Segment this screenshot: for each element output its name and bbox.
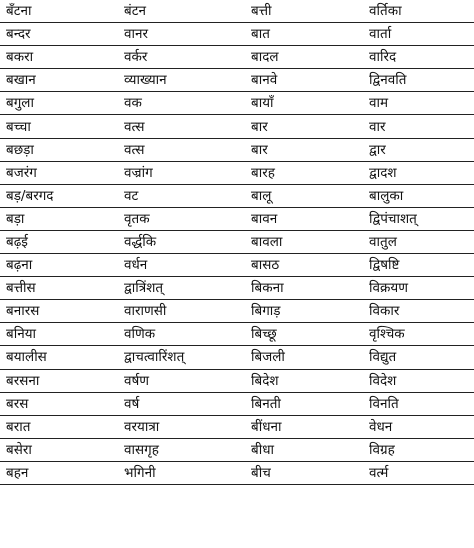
table-row (0, 207, 474, 230)
tatsam-word-cell: वणिक (118, 323, 245, 346)
tadbhav-word-cell: बजरंग (0, 161, 118, 184)
table-row (0, 369, 474, 392)
tadbhav-word-cell: बहन (0, 461, 118, 484)
tatsam-word-cell: वत्स (118, 115, 245, 138)
tadbhav-word-cell: बालू (245, 184, 363, 207)
tadbhav-word-cell: बच्चा (0, 115, 118, 138)
tadbhav-word-cell: बकरा (0, 46, 118, 69)
tadbhav-word-cell: बिजली (245, 346, 363, 369)
tatsam-word-cell: द्वार (363, 138, 474, 161)
tadbhav-word-cell: बावला (245, 230, 363, 253)
tadbhav-word-cell: बार (245, 115, 363, 138)
tatsam-word-cell: विक्रयण (363, 277, 474, 300)
tatsam-word-cell: वर्ष (118, 392, 245, 415)
tatsam-word-cell: वर्धन (118, 254, 245, 277)
table-row (0, 23, 474, 46)
table-row (0, 138, 474, 161)
tadbhav-word-cell: बीधा (245, 438, 363, 461)
tadbhav-word-cell: बत्तीस (0, 277, 118, 300)
tadbhav-word-cell: बादल (245, 46, 363, 69)
tatsam-word-cell: वृश्चिक (363, 323, 474, 346)
tadbhav-word-cell: बासठ (245, 254, 363, 277)
tatsam-word-cell: वक (118, 92, 245, 115)
tatsam-word-cell: वृतक (118, 207, 245, 230)
table-row (0, 277, 474, 300)
tadbhav-word-cell: बड़ा (0, 207, 118, 230)
table-row (0, 254, 474, 277)
tadbhav-word-cell: बन्दर (0, 23, 118, 46)
tadbhav-word-cell: बत्ती (245, 0, 363, 23)
tatsam-word-cell: द्विनवति (363, 69, 474, 92)
tadbhav-word-cell: बरसना (0, 369, 118, 392)
tatsam-word-cell: वत्स (118, 138, 245, 161)
tadbhav-word-cell: बगुला (0, 92, 118, 115)
tatsam-word-cell: विद्युत (363, 346, 474, 369)
table-row (0, 415, 474, 438)
tadbhav-word-cell: बार (245, 138, 363, 161)
tadbhav-word-cell: बिदेश (245, 369, 363, 392)
tatsam-word-cell: वज्रांग (118, 161, 245, 184)
table-row (0, 346, 474, 369)
tadbhav-word-cell: बीच (245, 461, 363, 484)
tadbhav-word-cell: बनिया (0, 323, 118, 346)
tatsam-word-cell: विनति (363, 392, 474, 415)
tatsam-word-cell: वर्तिका (363, 0, 474, 23)
tatsam-word-cell: वार्ता (363, 23, 474, 46)
tatsam-word-cell: वारिद (363, 46, 474, 69)
tatsam-word-cell: वाराणसी (118, 300, 245, 323)
tatsam-word-cell: वासगृह (118, 438, 245, 461)
table-row (0, 69, 474, 92)
table-row (0, 184, 474, 207)
tatsam-word-cell: बालुका (363, 184, 474, 207)
tatsam-word-cell: वाम (363, 92, 474, 115)
tatsam-word-cell: वर्षण (118, 369, 245, 392)
table-row (0, 92, 474, 115)
tatsam-word-cell: विग्रह (363, 438, 474, 461)
tadbhav-word-cell: बढ़ई (0, 230, 118, 253)
table-row (0, 438, 474, 461)
tadbhav-word-cell: बिच्छू (245, 323, 363, 346)
tatsam-word-cell: द्वादश (363, 161, 474, 184)
tatsam-word-cell: व्याख्यान (118, 69, 245, 92)
tadbhav-word-cell: बायाँ (245, 92, 363, 115)
tatsam-word-cell: वर्द्धकि (118, 230, 245, 253)
tatsam-word-cell: वेधन (363, 415, 474, 438)
tatsam-word-cell: भगिनी (118, 461, 245, 484)
tadbhav-word-cell: बिनती (245, 392, 363, 415)
tatsam-word-cell: विदेश (363, 369, 474, 392)
tatsam-word-cell: वातुल (363, 230, 474, 253)
tadbhav-word-cell: बिगाड़ (245, 300, 363, 323)
table-row (0, 300, 474, 323)
tadbhav-word-cell: बारह (245, 161, 363, 184)
tatsam-word-cell: द्विपंचाशत् (363, 207, 474, 230)
tadbhav-word-cell: बनारस (0, 300, 118, 323)
tatsam-word-cell: वर्कर (118, 46, 245, 69)
tatsam-word-cell: द्वाचत्वारिंशत् (118, 346, 245, 369)
tadbhav-word-cell: बढ़ना (0, 254, 118, 277)
tadbhav-word-cell: बयालीस (0, 346, 118, 369)
tadbhav-word-cell: बखान (0, 69, 118, 92)
table-row (0, 461, 474, 484)
tatsam-word-cell: वानर (118, 23, 245, 46)
table-row (0, 46, 474, 69)
tadbhav-word-cell: बँटना (0, 0, 118, 23)
tatsam-word-cell: द्वात्रिंशत् (118, 277, 245, 300)
tatsam-word-cell: बंटन (118, 0, 245, 23)
tatsam-word-cell: वार (363, 115, 474, 138)
tadbhav-word-cell: बानवे (245, 69, 363, 92)
tatsam-word-cell: विकार (363, 300, 474, 323)
tatsam-word-cell: वरयात्रा (118, 415, 245, 438)
tadbhav-word-cell: बात (245, 23, 363, 46)
table-row (0, 161, 474, 184)
tadbhav-word-cell: बसेरा (0, 438, 118, 461)
tadbhav-word-cell: बींधना (245, 415, 363, 438)
table-row (0, 0, 474, 23)
tadbhav-word-cell: बावन (245, 207, 363, 230)
tatsam-word-cell: द्विषष्टि (363, 254, 474, 277)
tatsam-word-cell: वर्त्म (363, 461, 474, 484)
table-row (0, 323, 474, 346)
tadbhav-word-cell: बरस (0, 392, 118, 415)
tadbhav-word-cell: बछड़ा (0, 138, 118, 161)
tadbhav-word-cell: बरात (0, 415, 118, 438)
table-row (0, 115, 474, 138)
tadbhav-word-cell: बिकना (245, 277, 363, 300)
table-row (0, 392, 474, 415)
tatsam-word-cell: वट (118, 184, 245, 207)
tadbhav-word-cell: बड़/बरगद (0, 184, 118, 207)
table-row (0, 230, 474, 253)
